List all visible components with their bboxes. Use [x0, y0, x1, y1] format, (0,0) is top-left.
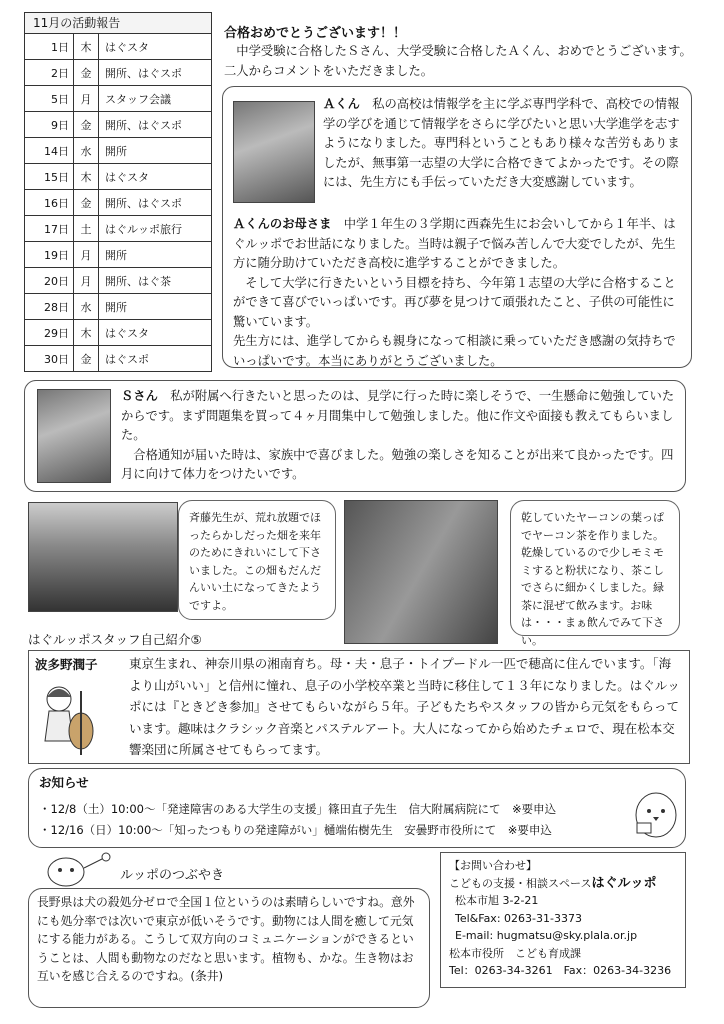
- activity-day: 5日: [25, 86, 74, 112]
- activity-row: [25, 112, 212, 138]
- activity-event: はぐスタ: [99, 320, 212, 346]
- activity-event: はぐスポ: [99, 346, 212, 372]
- staff-box: [28, 650, 690, 764]
- contact-org-name: はぐルッポ: [591, 875, 657, 891]
- a-kun-mother-comment: [233, 215, 683, 371]
- activity-day: 29日: [25, 320, 74, 346]
- activity-weekday: 水: [74, 294, 99, 320]
- notice-box: [28, 768, 686, 848]
- activity-row: [25, 320, 212, 346]
- activity-row: [25, 294, 212, 320]
- activity-weekday: 月: [74, 86, 99, 112]
- cello-illustration: [35, 681, 105, 759]
- activity-weekday: 木: [74, 34, 99, 60]
- tea-photo: [344, 500, 498, 644]
- mother-name: Ａくんのお母さま: [233, 217, 332, 231]
- mother-text-2: そして大学に行きたいという目標を持ち、今年第１志望の大学に合格することができて喜びでいっぱいです。再び夢を見つけて頑張れたこと、子供の可能性に驚いています。: [233, 275, 676, 329]
- congrats-heading: 合格おめでとうございます！！: [224, 26, 407, 41]
- activity-weekday: 月: [74, 268, 99, 294]
- notice-item: ・12/16（日）10:00～「知ったつもりの発達障がい」樋端佑樹先生 安曇野市役所にて ※要申込: [39, 823, 552, 837]
- s-san-name: Ｓさん: [121, 389, 158, 403]
- activity-weekday: 水: [74, 138, 99, 164]
- activity-weekday: 木: [74, 320, 99, 346]
- notice-list: [39, 799, 629, 841]
- contact-address: 松本市旭 3-2-21: [455, 894, 539, 907]
- activity-weekday: 月: [74, 242, 99, 268]
- notice-heading: お知らせ: [39, 775, 89, 790]
- a-kun-comment: [323, 95, 683, 193]
- congrats-intro: 中学受験に合格したＳさん、大学受験に合格したＡくん、おめでとうございます。二人からコメントをいただきました。: [224, 44, 692, 78]
- activity-event: はぐスタ: [99, 164, 212, 190]
- activity-row: [25, 34, 212, 60]
- activity-event: 開所、はぐスポ: [99, 112, 212, 138]
- notice-item: ・12/8（土）10:00～「発達障害のある大学生の支援」篠田直子先生 信大附属病院にて ※要申込: [39, 802, 557, 816]
- activity-event: 開所、はぐスポ: [99, 190, 212, 216]
- a-kun-text: 私の高校は情報学を主に学ぶ専門学科で、高校での情報学の学びを通じて情報学をさらに学びたいと思い大学進学を志すようになりました。専門科ということもあり様々な苦労もありましたが、無事第一志望の大学に合格できてよかったです。その際には、先生方にも手伝っていただき大変感謝しています。: [323, 97, 680, 189]
- staff-heading: はぐルッポスタッフ自己紹介⑤: [28, 632, 202, 647]
- activity-day: 19日: [25, 242, 74, 268]
- s-san-photo: [37, 389, 111, 483]
- activity-event: 開所: [99, 242, 212, 268]
- activity-day: 30日: [25, 346, 74, 372]
- activity-weekday: 金: [74, 346, 99, 372]
- contact-office: 松本市役所 こども育成課: [449, 946, 581, 960]
- activity-day: 28日: [25, 294, 74, 320]
- tea-bubble: 乾していたヤーコンの葉っぱでヤーコン茶を作りました。乾燥しているので少しモミモミすると粉状になり、茶こしでさらに細かくしました。緑茶に混ぜて飲みます。お味は・・・まぁ飲んでみて下さい。: [510, 500, 680, 636]
- tsubuyaki-text: 長野県は犬の殺処分ゼロで全国１位というのは素晴らしいですね。意外にも処分率では次いで東京が低いそうです。動物には人間を癒して元気にする能力がある。こうして双方向のコミュニケーションができるということは、人間も動物なのだなと思います。植物も、かな。生き物はお互いを感じ合えるのですね。(条井): [37, 895, 415, 983]
- activity-day: 15日: [25, 164, 74, 190]
- activity-row: [25, 190, 212, 216]
- activity-event: 開所: [99, 294, 212, 320]
- activity-event: 開所、はぐスポ: [99, 60, 212, 86]
- activity-day: 17日: [25, 216, 74, 242]
- activity-weekday: 土: [74, 216, 99, 242]
- mother-text-3: 先生方には、進学してからも親身になって相談に乗っていただき感謝の気持ちでいっぱいです。本当にありがとうございました。: [233, 334, 676, 368]
- chick-illustration: [633, 785, 679, 841]
- activity-row: [25, 164, 212, 190]
- contact-email[interactable]: E-mail: hugmatsu@sky.plala.or.jp: [455, 929, 638, 942]
- activity-table: [24, 33, 212, 372]
- a-kun-name: Ａくん: [323, 97, 360, 111]
- s-san-text: 私が附属へ行きたいと思ったのは、見学に行った時に楽しそうで、一生懸命に勉強していたからです。まず問題集を買って４ヶ月間集中して勉強しました。他に作文や面接も教えてもらいました。: [121, 389, 675, 442]
- activity-row: [25, 86, 212, 112]
- s-san-comment: [121, 387, 677, 485]
- activity-day: 1日: [25, 34, 74, 60]
- contact-tel: Tel&Fax: 0263-31-3373: [455, 911, 582, 925]
- contact-title: 【お問い合わせ】: [449, 859, 537, 872]
- activity-day: 20日: [25, 268, 74, 294]
- mother-text: 中学１年生の３学期に西森先生にお会いしてから１年半、はぐルッポでお世話になりました。当時は親子で悩み苦しんで大変でしたが、先生方に随分助けていただき高校に進学することができました。: [233, 217, 676, 270]
- activity-day: 14日: [25, 138, 74, 164]
- s-san-box: [24, 380, 686, 492]
- activity-row: [25, 346, 212, 372]
- tsubuyaki-box: [28, 888, 430, 1008]
- s-san-text-2: 合格通知が届いた時は、家族中で喜びました。勉強の楽しさを知ることが出来て良かったです。四月に向けて体力をつけたいです。: [121, 447, 674, 481]
- activity-event: 開所、はぐ茶: [99, 268, 212, 294]
- luppo-mascot-illustration: [44, 850, 114, 890]
- contact-office-tel: Tel：0263-34-3261 Fax：0263-34-3236: [449, 964, 672, 977]
- a-kun-box: [222, 86, 692, 368]
- activity-day: 16日: [25, 190, 74, 216]
- activity-weekday: 金: [74, 112, 99, 138]
- activity-weekday: 木: [74, 164, 99, 190]
- activity-day: 9日: [25, 112, 74, 138]
- activity-row: [25, 268, 212, 294]
- activity-title: 11月の活動報告: [24, 12, 212, 33]
- field-bubble: 斉藤先生が、荒れ放題でほったらかしだった畑を来年のためにきれいにして下さいました。この畑もだんだんいい土になってきたようですよ。: [178, 500, 336, 620]
- field-photo: [28, 502, 178, 612]
- activity-weekday: 金: [74, 190, 99, 216]
- activity-report: [24, 12, 212, 372]
- tsubuyaki-heading: ルッポのつぶやき: [120, 868, 225, 883]
- a-kun-photo: [233, 101, 315, 203]
- activity-event: 開所: [99, 138, 212, 164]
- activity-row: [25, 138, 212, 164]
- activity-row: [25, 242, 212, 268]
- activity-weekday: 金: [74, 60, 99, 86]
- contact-org: こどもの支援・相談スペース: [449, 876, 592, 890]
- staff-name: 波多野潤子: [35, 657, 98, 672]
- activity-row: [25, 60, 212, 86]
- activity-event: はぐスタ: [99, 34, 212, 60]
- staff-text: 東京生まれ、神奈川県の湘南育ち。母・夫・息子・トイプードル一匹で穂高に住んでいます。「海より山がいい」と信州に憧れ、息子の小学校卒業と当時に移住して１３年になりました。はぐルッポには『ときどき参加』させてもらいながら５年。子どもたちやスタッフの皆から元気をもらっています。趣味はクラシック音楽とパステルアート。大人になってから始めたチェロで、現在松本交響楽団に所属させてもらってます。: [129, 656, 680, 757]
- activity-day: 2日: [25, 60, 74, 86]
- activity-event: スタッフ会議: [99, 86, 212, 112]
- activity-row: [25, 216, 212, 242]
- contact-box: [440, 852, 686, 988]
- contact-org-line: [449, 875, 677, 893]
- activity-event: はぐルッポ旅行: [99, 216, 212, 242]
